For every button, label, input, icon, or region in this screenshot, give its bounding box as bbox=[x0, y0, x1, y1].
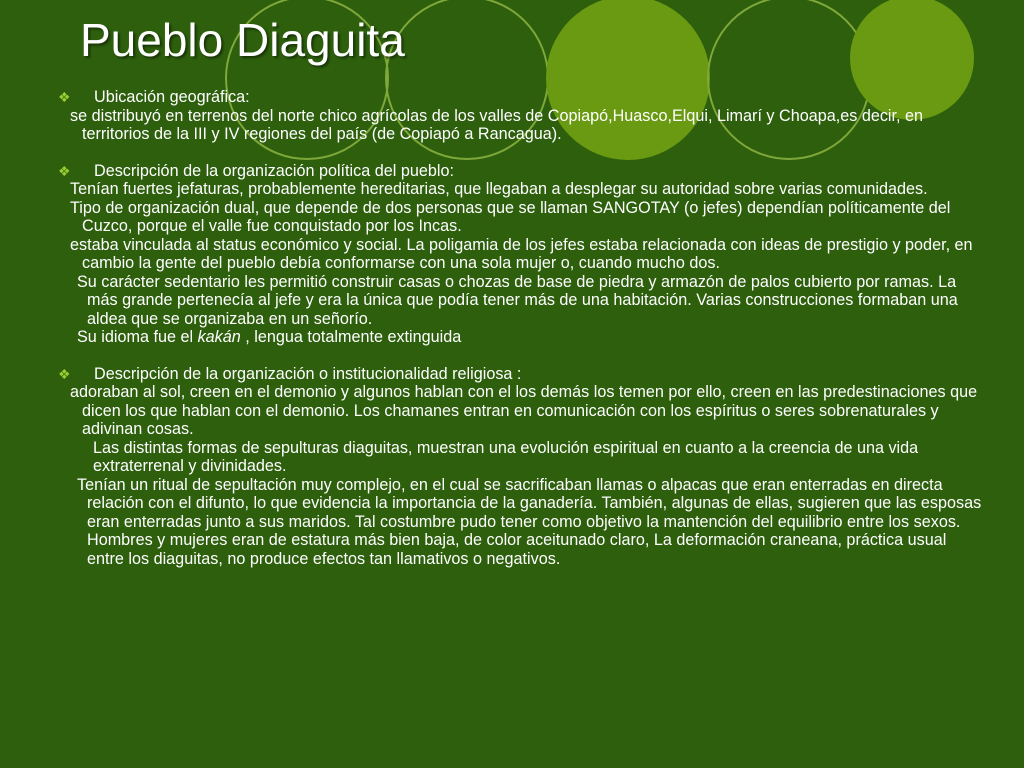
language-name: kakán bbox=[197, 328, 241, 346]
paragraph: se distribuyó en terrenos del norte chico agrícolas de los valles de Copiapó,Huasco,Elqui, Limarí y Choapa,es decir, en territorios de la III y IV regiones del país (de Copiapó a Rancagua). bbox=[70, 106, 924, 143]
language-prefix: Su idioma fue el bbox=[77, 328, 198, 346]
paragraph: Tenían fuertes jefaturas, probablemente hereditarias, que llegaban a desplegar su autoridad sobre varias comunidades. bbox=[70, 180, 928, 198]
language-suffix: , lengua totalmente extinguida bbox=[240, 328, 462, 346]
section-heading-text: Descripción de la organización política del pueblo: bbox=[94, 161, 454, 180]
slide-body bbox=[58, 88, 983, 568]
paragraph: Las distintas formas de sepulturas diaguitas, muestran una evolución espiritual en cuanto a la creencia de una vida extraterrenal y divinidades. bbox=[93, 438, 919, 475]
diamond-bullet-icon: ❖ bbox=[58, 89, 71, 105]
diamond-bullet-icon: ❖ bbox=[58, 162, 71, 179]
section-heading bbox=[58, 162, 983, 181]
section-heading-text: Ubicación geográfica: bbox=[94, 88, 250, 106]
paragraph: Tenían un ritual de sepultación muy complejo, en el cual se sacrificaban llamas o alpacas que eran enterradas en directa relación con el difunto, lo que evidencia la importancia de la ganadería. También, algunas de ellas, sugieren que las esposas eran enterradas junto a sus maridos. Tal costumbre pudo tener como objetivo la mantención del equilibrio entre los sexos. Hombres y mujeres eran de estatura más bien baja, de color aceitunado claro, La deformación craneana, práctica usual entre los diaguitas, no produce efectos tan llamativos o negativos. bbox=[77, 475, 982, 568]
section-heading-text: Descripción de la organización o institucionalidad religiosa : bbox=[94, 364, 522, 383]
section-heading bbox=[58, 365, 983, 384]
paragraph: Su carácter sedentario les permitió construir casas o chozas de base de piedra y armazón de palos cubierto por ramas. La más grande pertenecía al jefe y era la única que podía tener más de una habitación. Varias construcciones formaban una aldea que se organizaba en un señorío. bbox=[77, 272, 958, 328]
paragraph: estaba vinculada al status económico y social. La poligamia de los jefes estaba relacionada con ideas de prestigio y poder, en cambio la gente del pueblo debía conformarse con una sola mujer o, cuando mucho dos. bbox=[70, 235, 973, 272]
paragraph: adoraban al sol, creen en el demonio y algunos hablan con el los demás los temen por ello, creen en las predestinaciones que dicen los que hablan con el demonio. Los chamanes entran en comunicación con los espíritus o seres sobrenaturales y adivinan cosas. bbox=[70, 383, 978, 438]
section-heading bbox=[58, 88, 983, 107]
diamond-bullet-icon: ❖ bbox=[58, 365, 71, 382]
paragraph: Tipo de organización dual, que depende de dos personas que se llaman SANGOTAY (o jefes) dependían políticamente del Cuzco, porque el valle fue conquistado por los Incas. bbox=[70, 198, 951, 235]
slide-title: Pueblo Diaguita bbox=[80, 14, 405, 66]
language-line bbox=[58, 328, 983, 347]
